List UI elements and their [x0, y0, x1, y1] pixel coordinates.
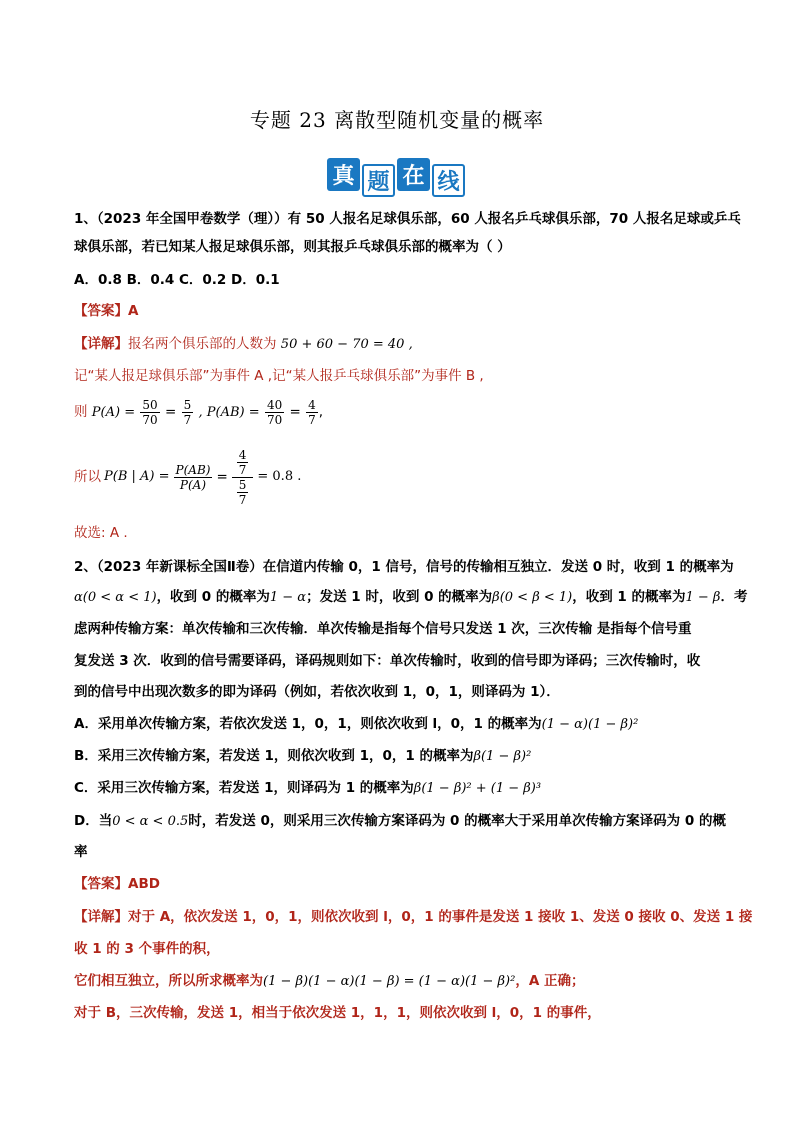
badge-char-3: 在: [397, 158, 430, 191]
option-text: A．采用单次传输方案，若依次发送 1，0，1，则依次收到 l，0，1 的概率为: [74, 716, 542, 732]
answer-value: ABD: [128, 876, 160, 892]
detail-math: 50 + 60 − 70 = 40 ,: [280, 337, 413, 352]
fraction-den: 70: [142, 412, 158, 427]
option-math: β(1 − β)²: [473, 749, 532, 764]
q2-line5: 到的信号中出现次数多的即为译码（例如，若依次收到 1，0，1，则译码为 1）．: [74, 684, 560, 700]
detail-text: 它们相互独立，所以所求概率为: [74, 973, 263, 989]
answer-label: 【答案】: [74, 876, 128, 892]
q2-detail-1: [74, 906, 753, 928]
fraction-num: 5: [183, 397, 192, 412]
q1-line1: 1、（2023 年全国甲卷数学（理））有 50 人报名足球俱乐部，60 人报名乒乓球俱乐部，70 人报名足球或乒乓: [74, 211, 741, 227]
detail-text: ，A 正确；: [515, 973, 585, 989]
detail-prefix: 所以: [74, 469, 101, 485]
fraction-den: 7: [238, 492, 247, 507]
option-text: D．当: [74, 813, 113, 829]
q1-detail-3: 则 P(A) = $\frac{50}{70}$ = $\frac{5}{7}$ , P(AB) = $\frac{40}{70}$ = $\frac{4}{7}$ ,: [74, 397, 324, 427]
result-value: = 0.8 .: [257, 469, 302, 484]
fraction-num: P(AB): [175, 462, 211, 477]
fraction-5-7: [182, 398, 194, 427]
badge-char-4: 线: [432, 164, 465, 197]
pab-label: , P(AB) =: [198, 405, 260, 420]
fraction-num: 4: [238, 447, 247, 462]
q2-line3: 虑两种传输方案：单次传输和三次传输．单次传输是指每个信号只发送 1 次，三次传输 是指每个信号重: [74, 621, 692, 637]
fraction-4-7: [237, 448, 249, 477]
detail-prefix: 则: [74, 404, 88, 420]
fraction-den: 7: [308, 412, 316, 427]
pa-label: P(A) =: [91, 405, 136, 420]
q1-detail-2: 记“某人报足球俱乐部”为事件 A ,记“某人报乒乓球俱乐部”为事件 B ,: [74, 368, 484, 384]
text-seg: ；发送 1 时，收到 0 的概率为: [306, 589, 493, 605]
pba-label: P(B | A) =: [104, 469, 170, 484]
fraction-4-7: [306, 398, 318, 427]
fraction-num: 5: [238, 477, 247, 492]
one-minus-beta: 1 − β: [685, 590, 721, 605]
detail-label: 【详解】: [74, 336, 128, 352]
option-text: 时，若发送 0，则采用三次传输方案译码为 0 的概率大于采用单次传输方案译码为 0 的概: [188, 813, 726, 829]
section-badge: [327, 158, 465, 198]
alpha-range: α(0 < α < 1): [74, 590, 157, 605]
q1-options: A．0.8 B．0.4 C．0.2 D．0.1: [74, 272, 280, 288]
q1-detail-1: [74, 333, 724, 356]
option-text: B．采用三次传输方案，若发送 1，则依次收到 1，0，1 的概率为: [74, 748, 474, 764]
fraction-50-70: [140, 398, 159, 427]
answer-value: A: [128, 303, 139, 319]
detail-text: 对于 A，依次发送 1，0，1，则依次收到 l，0，1 的事件是发送 1 接收 1、发送 0 接收 0、发送 1 接: [128, 909, 753, 925]
q2-answer: [74, 873, 724, 895]
badge-char-1: 真: [327, 158, 360, 191]
compound-fraction: [232, 448, 254, 507]
option-text: C．采用三次传输方案，若发送 1，则译码为 1 的概率为: [74, 780, 414, 796]
q2-option-d: [74, 810, 724, 833]
fraction-40-70: [265, 398, 284, 427]
fraction-num: 40: [266, 397, 283, 412]
q2-option-d-cont: 率: [74, 844, 88, 860]
badge-char-2: 题: [362, 164, 395, 197]
fraction-den: 7: [238, 462, 247, 477]
q1-line2: 球俱乐部，若已知某人报足球俱乐部，则其报乒乓球俱乐部的概率为（ ）: [74, 239, 511, 255]
fraction-num: 4: [308, 397, 316, 412]
option-math: 0 < α < 0.5: [112, 814, 189, 829]
q2-option-c: [74, 777, 724, 800]
fraction-pab-pa: [174, 463, 213, 492]
option-math: (1 − α)(1 − β)²: [541, 717, 639, 732]
fraction-den: 70: [266, 412, 283, 427]
q1-conclusion: 故选: A .: [74, 525, 128, 541]
q2-option-b: [74, 745, 724, 768]
q2-line4: 复发送 3 次．收到的信号需要译码，译码规则如下：单次传输时，收到的信号即为译码；三次传输时，收: [74, 653, 701, 669]
q1-answer: [74, 300, 724, 322]
q1-detail-4: 所以 P(B | A) = $\frac{P(AB)}{P(A)}$ = $\frac{\frac{4}{7}}{\frac{5}{7}}$ = 0.8 .: [74, 447, 302, 507]
fraction-den: P(A): [179, 477, 207, 492]
answer-label: 【答案】: [74, 303, 128, 319]
option-math: β(1 − β)² + (1 − β)³: [413, 781, 542, 796]
q2-detail-4: 对于 B，三次传输，发送 1，相当于依次发送 1，1，1，则依次收到 l，0，1 的事件，: [74, 1005, 601, 1021]
q2-line1: 2、（2023 年新课标全国Ⅱ卷）在信道内传输 0，1 信号，信号的传输相互独立．发送 0 时，收到 1 的概率为: [74, 559, 734, 575]
fraction-5-7: [237, 478, 249, 507]
fraction-num: 50: [142, 397, 158, 412]
text-seg: ．考: [720, 589, 748, 605]
q2-detail-2: 收 1 的 3 个事件的积，: [74, 941, 220, 957]
text-seg: ，收到 0 的概率为: [156, 589, 270, 605]
one-minus-alpha: 1 − α: [269, 590, 307, 605]
q2-detail-3: [74, 970, 724, 993]
detail-label: 【详解】: [74, 909, 128, 925]
beta-range: β(0 < β < 1): [492, 590, 573, 605]
q2-line2: [74, 586, 748, 609]
q2-option-a: [74, 713, 724, 736]
fraction-den: 7: [183, 412, 192, 427]
detail-text: 报名两个俱乐部的人数为: [128, 336, 277, 352]
page-title: 专题 23 离散型随机变量的概率: [249, 108, 545, 132]
text-seg: ，收到 1 的概率为: [572, 589, 686, 605]
detail-math: (1 − β)(1 − α)(1 − β) = (1 − α)(1 − β)²: [263, 974, 516, 989]
